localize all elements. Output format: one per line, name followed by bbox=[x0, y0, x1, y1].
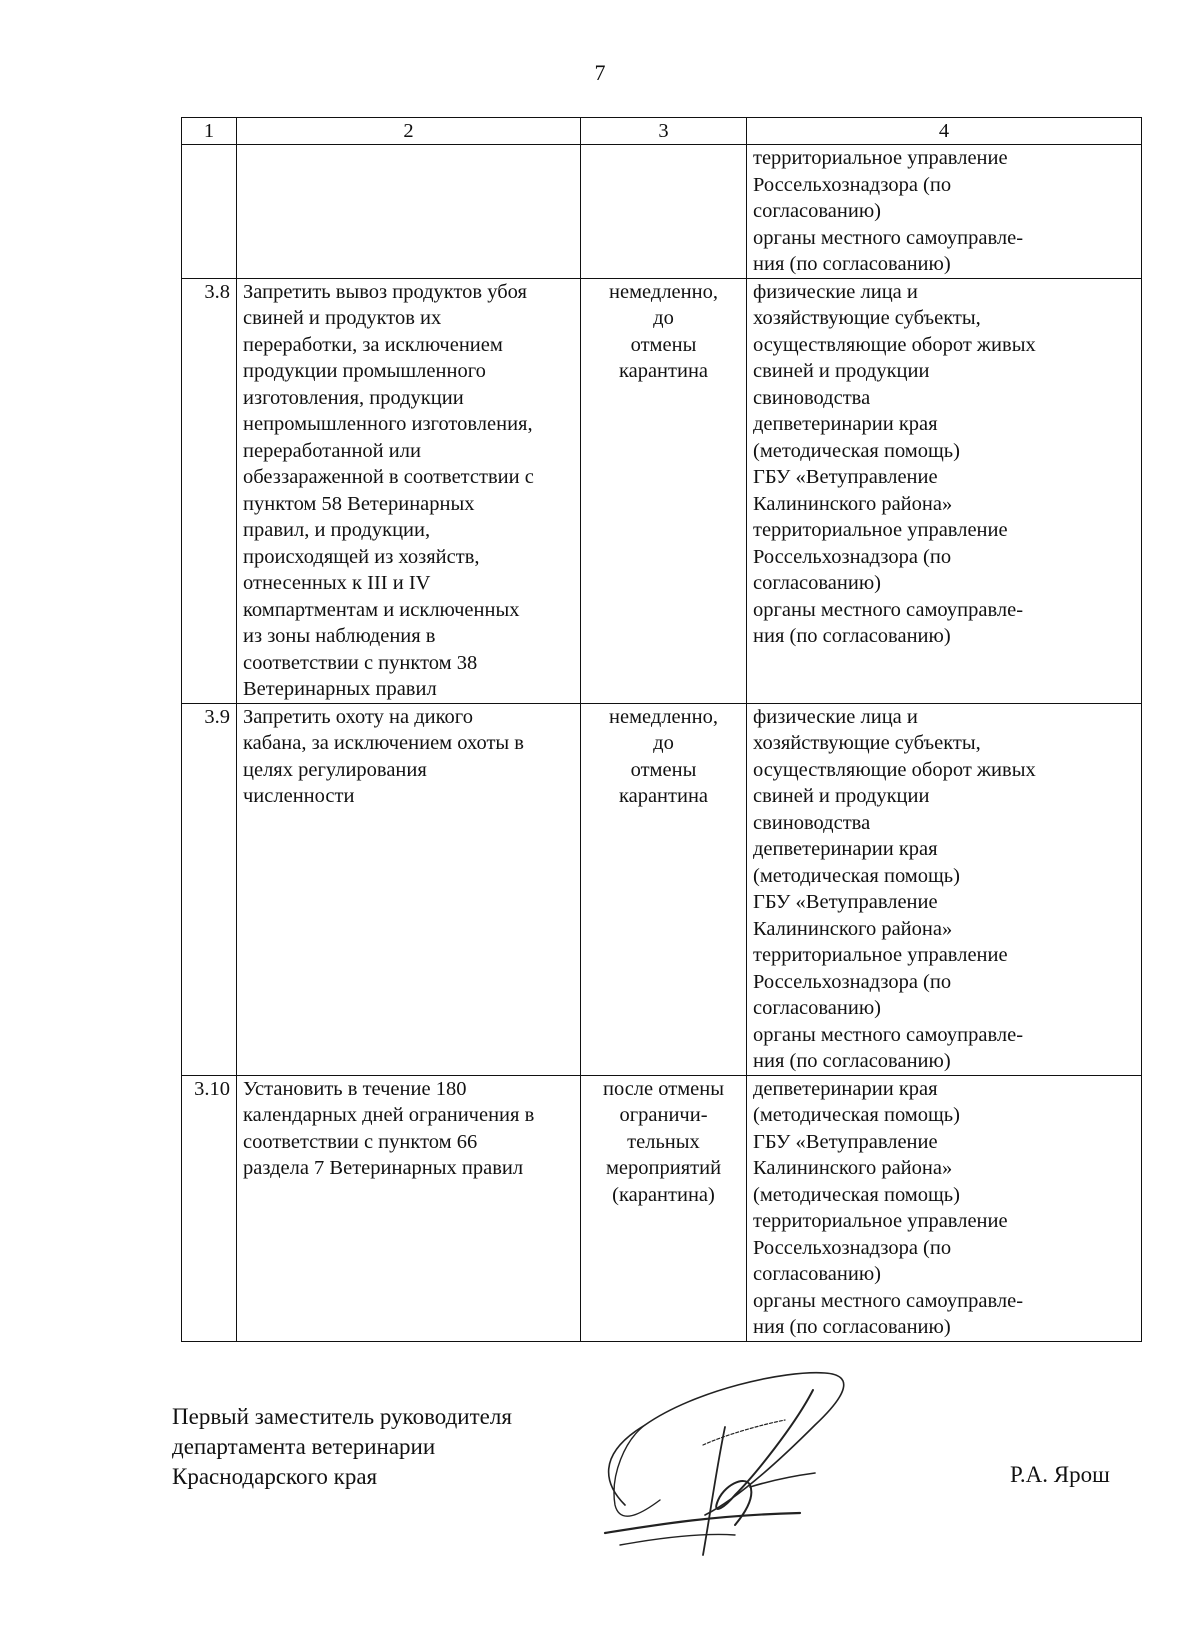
row-number bbox=[182, 145, 237, 279]
table-header-row bbox=[182, 118, 1142, 145]
signer-name: Р.А. Ярош bbox=[1010, 1462, 1110, 1487]
table-row bbox=[182, 145, 1142, 279]
measure-responsible: физические лица и хозяйствующие субъекты, осуществляющие оборот живых свиней и продукции свиноводства депветеринарии края (методическая помощь) ГБУ «Ветуправление Калининского района» территориальное управление Россельхознадзора (по согласованию) органы местного самоуправле- ния (по согласованию) bbox=[747, 278, 1142, 703]
column-header: 4 bbox=[747, 118, 1142, 145]
table-row bbox=[182, 1075, 1142, 1341]
measures-table bbox=[181, 117, 1142, 1342]
measure-text: Запретить охоту на дикого кабана, за исключением охоты в целях регулирования численности bbox=[237, 703, 581, 1075]
column-header: 3 bbox=[581, 118, 747, 145]
row-number: 3.10 bbox=[182, 1075, 237, 1341]
table-row bbox=[182, 278, 1142, 703]
page-number: 7 bbox=[594, 60, 606, 85]
column-header: 2 bbox=[237, 118, 581, 145]
measure-text: Запретить вывоз продуктов убоя свиней и продуктов их переработки, за исключением продукции промышленного изготовления, продукции непромышленного изготовления, переработанной или обеззараженной в соответствии с пунктом 58 Ветеринарных правил, и продукции, происходящей из хозяйств, отнесенных к III и IV компартментам и исключенных из зоны наблюдения в соответствии с пунктом 38 Ветеринарных правил bbox=[237, 278, 581, 703]
row-number: 3.9 bbox=[182, 703, 237, 1075]
measure-term: после отмены ограничи- тельных мероприятий (карантина) bbox=[581, 1075, 747, 1341]
signer-title: Первый заместитель руководителя департамента ветеринарии Краснодарского края bbox=[172, 1404, 512, 1489]
measure-term: немедленно, до отмены карантина bbox=[581, 703, 747, 1075]
measure-responsible: территориальное управление Россельхознадзора (по согласованию) органы местного самоуправле- ния (по согласованию) bbox=[747, 145, 1142, 279]
row-number: 3.8 bbox=[182, 278, 237, 703]
measure-text bbox=[237, 145, 581, 279]
table-row bbox=[182, 703, 1142, 1075]
measure-text: Установить в течение 180 календарных дней ограничения в соответствии с пунктом 66 раздела 7 Ветеринарных правил bbox=[237, 1075, 581, 1341]
column-header: 1 bbox=[182, 118, 237, 145]
measure-responsible: физические лица и хозяйствующие субъекты, осуществляющие оборот живых свиней и продукции свиноводства депветеринарии края (методическая помощь) ГБУ «Ветуправление Калининского района» территориальное управление Россельхознадзора (по согласованию) органы местного самоуправле- ния (по согласованию) bbox=[747, 703, 1142, 1075]
measure-responsible: депветеринарии края (методическая помощь) ГБУ «Ветуправление Калининского района» (методическая помощь) территориальное управление Россельхознадзора (по согласованию) органы местного самоуправле- ния (по согласованию) bbox=[747, 1075, 1142, 1341]
measure-term bbox=[581, 145, 747, 279]
measure-term: немедленно, до отмены карантина bbox=[581, 278, 747, 703]
handwritten-signature bbox=[585, 1365, 885, 1565]
